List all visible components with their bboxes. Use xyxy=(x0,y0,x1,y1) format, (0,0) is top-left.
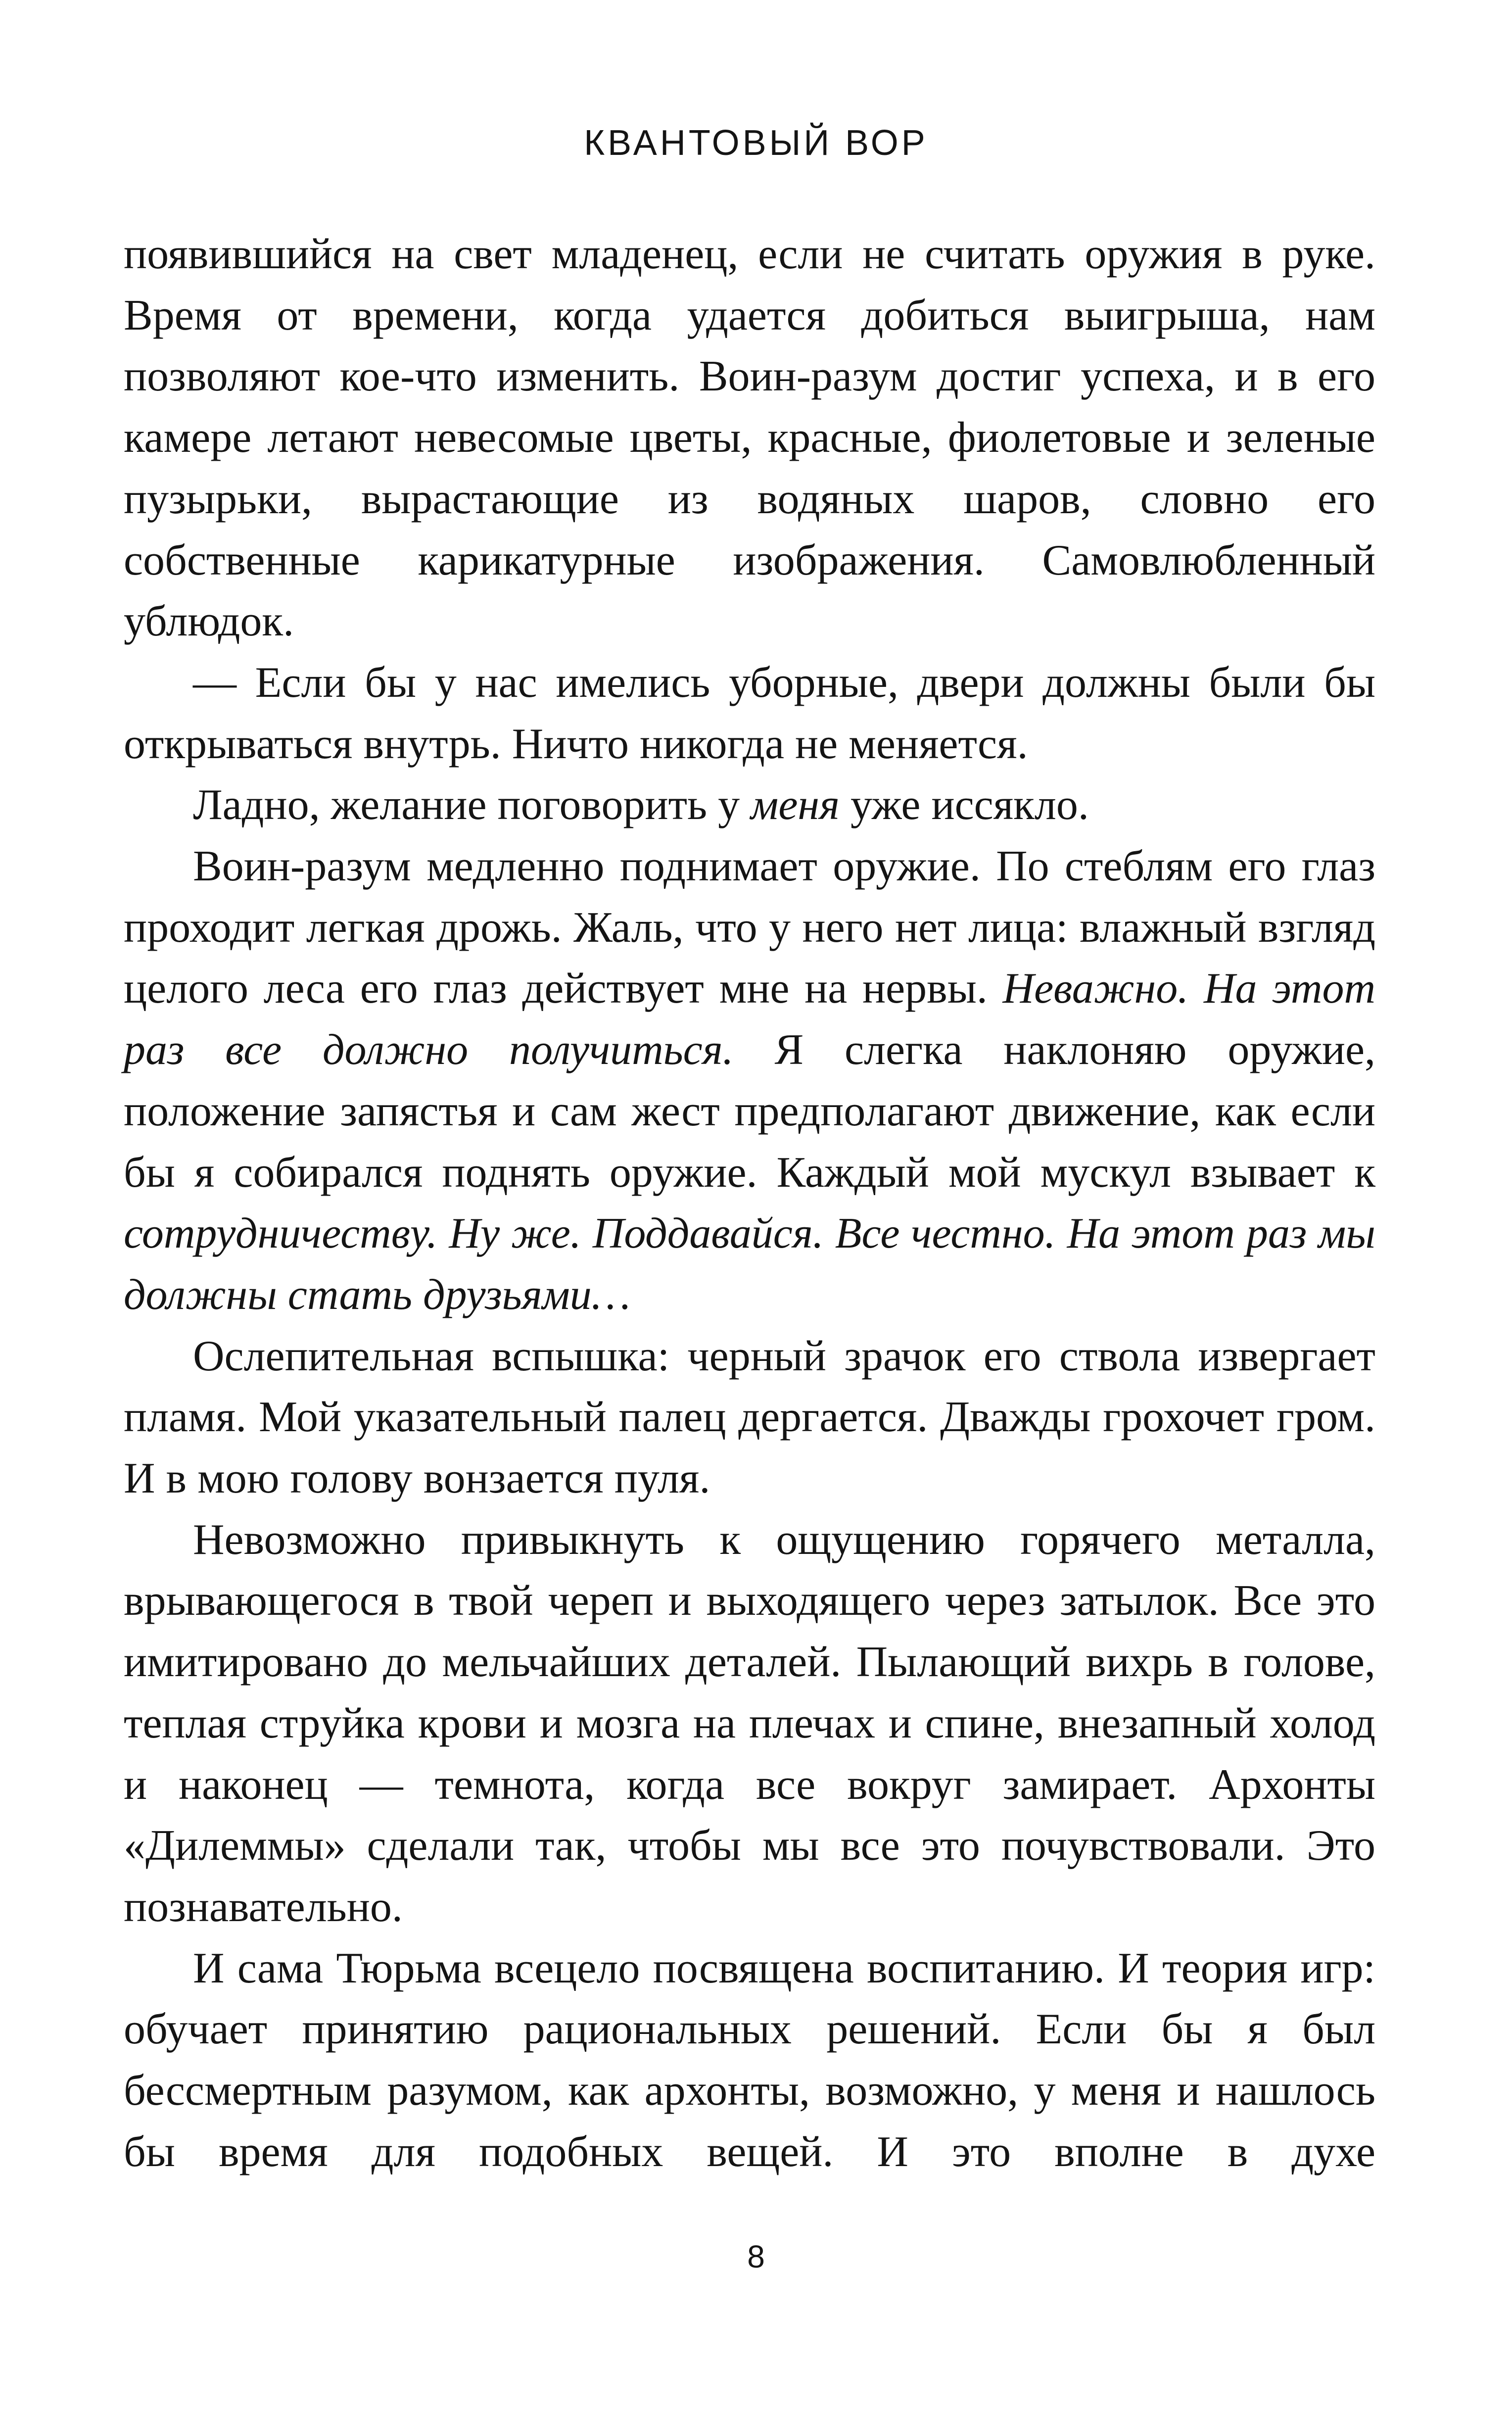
paragraph xyxy=(124,652,1375,774)
text-run: Ослепительная вспышка: черный зрачок его ствола извергает пламя. Мой указательный палец дергается. Дважды грохочет гром. И в мою голову вонзается пуля. xyxy=(124,1332,1375,1503)
text-run: — Если бы у нас имелись уборные, двери должны были бы открываться внутрь. Ничто никогда не меняется. xyxy=(124,658,1375,768)
italic-text: сотрудничеству. Ну же. Поддавайся. Все честно. На этот раз мы должны стать друзьями… xyxy=(124,1209,1375,1319)
text-run: Я слегка наклоняю оружие, положение запястья и сам жест предполагают движение, как если бы я собирался поднять оружие. Каждый мой мускул взывает к xyxy=(124,1026,1376,1197)
text-run: Ладно, желание поговорить у xyxy=(193,781,751,829)
paragraph xyxy=(124,1326,1375,1509)
text-run: появившийся на свет младенец, если не считать оружия в руке. Время от времени, когда удается добиться выигрыша, нам позволяют кое-что изменить. Воин-разум достиг успеха, и в его камере летают невесомые цветы, красные, фиолетовые и зеленые пузырьки, вырастающие из водяных шаров, словно его собственные карикатурные изображения. Самовлюбленный ублюдок. xyxy=(124,230,1375,646)
running-title: КВАНТОВЫЙ ВОР xyxy=(584,123,928,163)
text-run: И сама Тюрьма всецело посвящена воспитанию. И теория игр: обучает принятию рациональных решений. Если бы я был бессмертным разумом, как архонты, возможно, у меня и нашлось бы время для подобных вещей. И это вполне в духе xyxy=(124,1944,1375,2176)
text-run: Невозможно привыкнуть к ощущению горячего металла, врывающегося в твой череп и выходящего через затылок. Все это имитировано до мельчайших деталей. Пылающий вихрь в голове, теплая струйка крови и мозга на плечах и спине, внезапный холод и наконец — темнота, когда все вокруг замирает. Архонты «Дилеммы» сделали так, чтобы мы все это почувствовали. Это познавательно. xyxy=(124,1515,1375,1931)
paragraph xyxy=(124,1938,1375,2183)
paragraph xyxy=(124,224,1375,652)
paragraph xyxy=(124,1509,1375,1938)
italic-text: меня xyxy=(751,781,840,829)
paragraph xyxy=(124,836,1375,1326)
text-run: уже иссякло. xyxy=(839,781,1089,829)
text-run: Воин-разум медленно поднимает оружие. По стеблям его глаз проходит легкая дрожь. Жаль, что у него нет лица: влажный взгляд целого леса его глаз действует мне на нервы. xyxy=(124,842,1375,1013)
page-number: 8 xyxy=(747,2239,765,2274)
italic-text: Неважно. На этот раз все должно получиться. xyxy=(124,965,1375,1074)
paragraph xyxy=(124,774,1375,836)
body-text xyxy=(124,224,1375,2183)
